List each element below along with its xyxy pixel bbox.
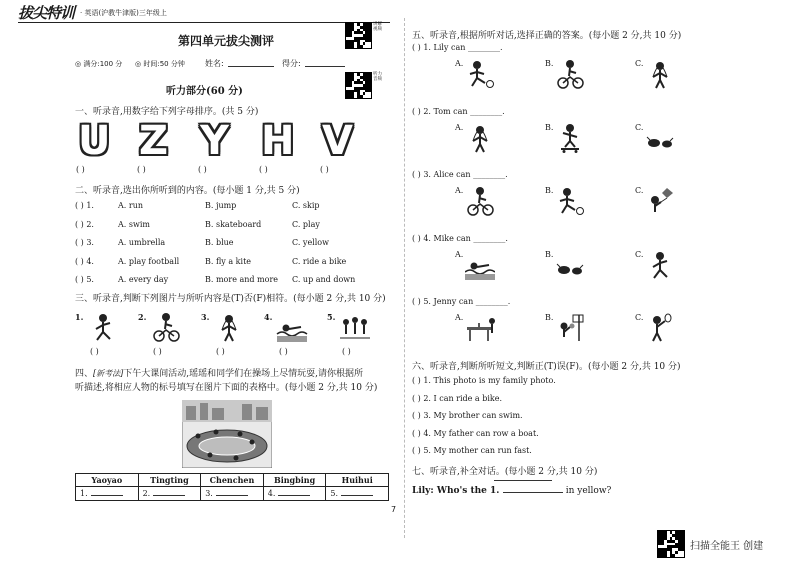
s5-q4-option-c-image — [645, 250, 675, 280]
s2-q5-number[interactable]: ( ) 5. — [75, 275, 94, 284]
qr-module — [349, 34, 352, 37]
full-score: ◎ 满分:100 分 — [75, 60, 123, 68]
s3-answer-5[interactable]: ( ) — [342, 347, 351, 356]
s5-q1-option-a-image — [465, 59, 495, 89]
s6-statement-4[interactable]: ( ) 4. My father can row a boat. — [412, 428, 539, 438]
s5-q2-option-a-image — [465, 123, 495, 153]
qr-module — [363, 92, 366, 95]
dialog-line-1-end: in yellow? — [565, 486, 612, 496]
name-answer-cell-2[interactable] — [138, 487, 201, 501]
s5-q3-option-c[interactable]: C. — [635, 186, 644, 195]
section-5-heading: 五、听录音,根据所听对话,选择正确的答案。(每小题 2 分,共 10 分) — [412, 31, 682, 41]
name-answer-cell-3[interactable] — [201, 487, 264, 501]
letter-4: H — [261, 118, 295, 164]
name-header-1: Yaoyao — [76, 474, 139, 487]
s5-q5-stem[interactable]: ( ) 5. Jenny can ________. — [412, 297, 511, 306]
s3-picture-4-image — [276, 312, 308, 342]
qr-module — [360, 95, 363, 98]
s2-q5-option-c[interactable]: C. up and down — [292, 275, 356, 284]
s2-q1-number[interactable]: ( ) 1. — [75, 201, 94, 210]
qr-label-video: 讲解视频 — [373, 22, 382, 32]
column-divider — [404, 18, 405, 538]
s6-statement-1[interactable]: ( ) 1. This photo is my family photo. — [412, 376, 556, 385]
s5-q3-option-b-image — [555, 186, 585, 216]
section-6-heading: 六、听录音,判断所听短文,判断正(T)误(F)。(每小题 2 分,共 10 分) — [412, 362, 681, 372]
s5-q1-stem[interactable]: ( ) 1. Lily can ________. — [412, 43, 503, 52]
letter-answer-1[interactable]: ( ) — [76, 165, 85, 174]
name-answer-number-1: 1. — [80, 489, 88, 498]
brand-logo: 拔尖特训 — [18, 4, 75, 22]
s5-q4-option-c[interactable]: C. — [635, 249, 644, 259]
dialog-answer-line[interactable] — [494, 480, 552, 481]
s2-q3-number[interactable]: ( ) 3. — [75, 238, 94, 247]
name-table-answer-row — [76, 487, 389, 501]
scanner-watermark: 扫描全能王 创建 — [690, 541, 764, 552]
letter-answer-2[interactable]: ( ) — [137, 165, 146, 174]
letter-answer-4[interactable]: ( ) — [259, 165, 268, 174]
score-label: 得分: — [282, 59, 301, 68]
s5-q5-option-a[interactable]: A. — [455, 313, 464, 322]
qr-module — [368, 40, 371, 43]
s3-answer-3[interactable]: ( ) — [216, 347, 225, 356]
s2-q4-option-b[interactable]: B. fly a kite — [205, 256, 252, 266]
s2-q2-option-a[interactable]: A. swim — [118, 219, 150, 229]
s5-q1-option-a[interactable]: A. — [455, 59, 464, 68]
page-number: 7 — [391, 505, 397, 514]
section-4-prefix: 四、 — [75, 369, 94, 379]
s5-q2-option-c[interactable]: C. — [635, 122, 644, 132]
s3-picture-3-image — [213, 312, 245, 342]
name-answer-blank-2[interactable] — [153, 495, 185, 496]
s2-q2-option-c[interactable]: C. play — [292, 219, 320, 229]
s2-q4-number[interactable]: ( ) 4. — [75, 256, 94, 266]
name-answer-number-3: 3. — [205, 489, 213, 498]
s5-q4-option-b-image — [555, 250, 585, 280]
time-limit: ◎ 时间:50 分钟 — [135, 60, 185, 68]
name-answer-cell-4[interactable] — [263, 487, 326, 501]
name-field-line[interactable] — [228, 66, 274, 67]
s2-q1-option-c[interactable]: C. skip — [292, 201, 320, 210]
score-field-line[interactable] — [305, 66, 345, 67]
name-answer-blank-3[interactable] — [216, 495, 248, 496]
name-answer-cell-1[interactable] — [76, 487, 139, 501]
name-table — [75, 473, 389, 501]
s5-q4-option-a-image — [465, 250, 495, 280]
s5-q3-stem[interactable]: ( ) 3. Alice can ________. — [412, 170, 508, 179]
s5-q1-option-b-image — [555, 59, 585, 89]
s5-q5-option-b-image — [555, 313, 585, 343]
s3-picture-number-2: 2. — [138, 312, 147, 322]
name-header-4: Bingbing — [263, 474, 326, 487]
playground-picture — [182, 400, 272, 468]
qr-module — [675, 551, 678, 554]
s5-q4-option-a[interactable]: A. — [455, 249, 464, 259]
letter-1: U — [78, 118, 111, 164]
s2-q2-number[interactable]: ( ) 2. — [75, 219, 94, 229]
qr-module — [349, 84, 352, 87]
qr-module — [352, 45, 355, 48]
new-method-tag: 新考法 — [96, 369, 121, 378]
s2-q3-option-c[interactable]: C. yellow — [292, 238, 329, 247]
qr-module — [352, 95, 355, 98]
letter-2: Z — [139, 118, 169, 164]
s5-q5-option-c[interactable]: C. — [635, 313, 644, 322]
name-header-5: Huihui — [326, 474, 389, 487]
name-answer-number-4: 4. — [267, 489, 276, 498]
s6-statement-3[interactable]: ( ) 3. My brother can swim. — [412, 411, 523, 420]
name-header-2: Tingting — [138, 474, 201, 487]
dialog-blank-1[interactable] — [503, 492, 563, 493]
qr-code-audio — [345, 72, 372, 99]
s3-picture-number-5: 5. — [327, 312, 336, 322]
section-7-heading: 七、听录音,补全对话。(每小题 2 分,共 10 分) — [412, 467, 598, 477]
s5-q2-option-c-image — [645, 123, 675, 153]
s6-statement-5[interactable]: ( ) 5. My mother can run fast. — [412, 446, 532, 455]
s2-q5-option-a[interactable]: A. every day — [118, 275, 169, 284]
s2-q5-option-b[interactable]: B. more and more — [205, 275, 279, 284]
listening-section-title: 听力部分(60 分) — [166, 86, 243, 97]
name-table-header-row — [76, 474, 389, 487]
section-1-heading: 一、听录音,用数字给下列字母排序。(共 5 分) — [75, 107, 259, 117]
s5-q3-option-a[interactable]: A. — [455, 186, 464, 195]
s3-picture-number-1: 1. — [75, 312, 84, 322]
scanner-qr-code — [657, 530, 685, 558]
dialog-line-1 — [412, 486, 611, 496]
s3-picture-1-image — [87, 312, 119, 342]
s3-answer-1[interactable]: ( ) — [90, 347, 99, 356]
s5-q2-option-a[interactable]: A. — [455, 122, 464, 132]
qr-module — [672, 554, 675, 557]
name-answer-blank-4[interactable] — [278, 495, 310, 496]
s5-q1-option-c-image — [645, 59, 675, 89]
name-label: 姓名: — [205, 59, 224, 68]
letter-3: Y — [200, 118, 229, 164]
section-4-heading: 四、[新考法]下午大课间活动,瑶瑶和同学们在操场上尽情玩耍,请你根据所 — [75, 369, 363, 379]
s2-q1-option-b[interactable]: B. jump — [205, 201, 237, 210]
qr-module — [664, 554, 667, 557]
s3-picture-number-3: 3. — [201, 312, 210, 322]
section-4-heading-line2: 听描述,将相应人物的标号填写在图片下面的表格中。(每小题 2 分,共 10 分) — [75, 383, 378, 393]
s5-q4-stem[interactable]: ( ) 4. Mike can ________. — [412, 233, 508, 243]
name-answer-number-5: 5. — [330, 489, 339, 498]
name-answer-blank-1[interactable] — [91, 495, 123, 496]
name-answer-cell-5[interactable] — [326, 487, 389, 501]
s2-q3-option-a[interactable]: A. umbrella — [118, 238, 166, 247]
s5-q1-option-b[interactable]: B. — [545, 59, 554, 68]
name-answer-number-2: 2. — [142, 489, 151, 498]
qr-module — [661, 543, 664, 546]
letter-answer-3[interactable]: ( ) — [198, 165, 207, 174]
letter-answer-5[interactable]: ( ) — [320, 165, 329, 174]
s2-q4-option-c[interactable]: C. ride a bike — [292, 256, 347, 266]
s3-picture-2-image — [150, 312, 182, 342]
s5-q3-option-b[interactable]: B. — [545, 186, 554, 195]
s5-q1-option-c[interactable]: C. — [635, 59, 644, 68]
qr-module — [360, 45, 363, 48]
s2-q2-option-b[interactable]: B. skateboard — [205, 219, 262, 229]
s5-q2-stem[interactable]: ( ) 2. Tom can ________. — [412, 106, 505, 116]
s2-q4-option-a[interactable]: A. play football — [118, 256, 180, 266]
s5-q5-option-c-image — [645, 313, 675, 343]
dialog-line-1-start: Lily: Who's the 1. — [412, 486, 500, 496]
s5-q3-option-c-image — [645, 186, 675, 216]
series-title: · 英语(沪教牛津版)三年级上 — [80, 9, 167, 17]
qr-module — [681, 548, 684, 551]
name-answer-blank-5[interactable] — [341, 495, 373, 496]
qr-label-audio: 听力音频 — [373, 72, 382, 82]
qr-module — [368, 90, 371, 93]
s3-answer-4[interactable]: ( ) — [279, 347, 288, 356]
page-title: 第四单元拔尖测评 — [178, 34, 275, 48]
section-3-heading: 三、听录音,判断下列图片与所听内容是(T)否(F)相符。(每小题 2 分,共 10 分) — [75, 294, 386, 304]
name-header-3: Chenchen — [201, 474, 264, 487]
s5-q5-option-b[interactable]: B. — [545, 313, 554, 322]
letter-5: V — [322, 118, 353, 164]
s2-q3-option-b[interactable]: B. blue — [205, 238, 234, 247]
s3-picture-number-4: 4. — [264, 312, 273, 322]
s3-answer-2[interactable]: ( ) — [153, 347, 162, 356]
qr-code-video — [345, 22, 372, 49]
s2-q1-option-a[interactable]: A. run — [118, 201, 143, 210]
s5-q2-option-b-image — [555, 123, 585, 153]
s5-q2-option-b[interactable]: B. — [545, 122, 554, 132]
s6-statement-2[interactable]: ( ) 2. I can ride a bike. — [412, 393, 503, 403]
section-2-heading: 二、听录音,选出你所听到的内容。(每小题 1 分,共 5 分) — [75, 186, 300, 196]
s5-q5-option-a-image — [465, 313, 495, 343]
s3-picture-5-image — [339, 312, 371, 342]
qr-module — [363, 42, 366, 45]
s5-q3-option-a-image — [465, 186, 495, 216]
header-rule — [18, 22, 390, 23]
s5-q4-option-b[interactable]: B. — [545, 249, 554, 259]
section-4-heading-text: 下午大课间活动,瑶瑶和同学们在操场上尽情玩耍,请你根据所 — [123, 369, 363, 379]
